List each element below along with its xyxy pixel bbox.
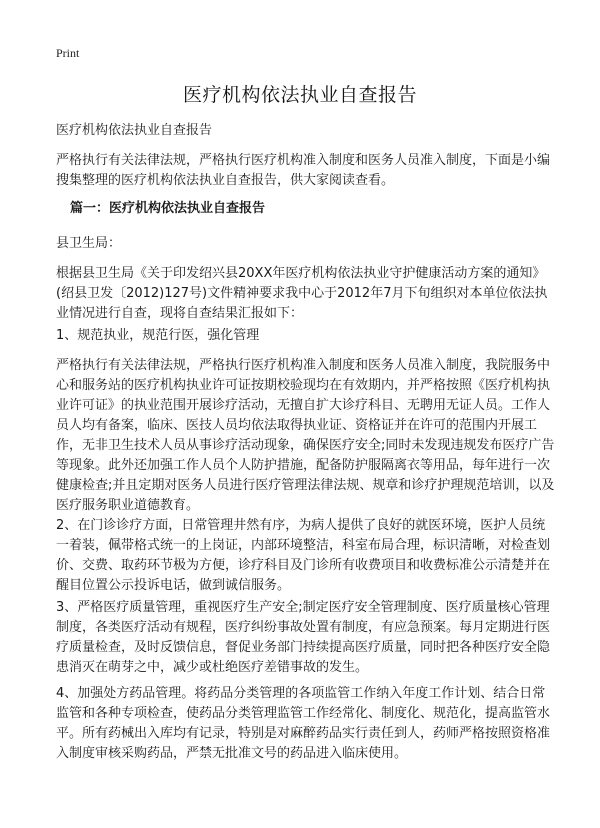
section-item-1: 1、规范执业，规范行医，强化管理 xyxy=(56,328,260,343)
intro-paragraph: 严格执行有关法律法规，严格执行医疗机构准入制度和医务人员准入制度，下面是小编搜集整理的医疗机构依法执业自查报告，供大家阅读查看。 xyxy=(56,153,551,188)
document-subtitle: 医疗机构依法执业自查报告 xyxy=(56,123,213,138)
section-heading: 篇一：医疗机构依法执业自查报告 xyxy=(70,201,266,216)
paragraph-notice: 根据县卫生局《关于印发绍兴县20XX年医疗机构依法执业守护健康活动方案的通知》(绍县卫发〔2012)127号)文件精神要求我中心于2012年7月下旬组织对本单位依法执业情况进行自查，现将自查结果汇报如下： xyxy=(56,266,548,321)
page-title: 医疗机构依法执业自查报告 xyxy=(182,84,417,106)
print-label: Print xyxy=(56,46,80,60)
paragraph-outpatient: 2、在门诊诊疗方面，日常管理井然有序，为病人提供了良好的就医环境，医护人员统一着装，佩带格式统一的上岗证，内部环境整洁，科室布局合理，标识清晰，对检查划价、交费、取药环节极为方便，诊疗科目及门诊所有收费项目和收费标准公示清楚并在醒目位置公示投诉电话，做到诚信服务。 xyxy=(56,518,551,593)
paragraph-quality: 3、严格医疗质量管理，重视医疗生产安全;制定医疗安全管理制度、医疗质量核心管理制度，各类医疗活动有规程，医疗纠纷事故处置有制度，有应急预案。每月定期进行医疗质量检查，及时反馈信息，督促业务部门持续提高医疗质量，同时把各种医疗安全隐患消灭在萌芽之中，减少或杜绝医疗差错事故的发生。 xyxy=(56,600,551,675)
paragraph-standards: 严格执行有关法律法规，严格执行医疗机构准入制度和医务人员准入制度，我院服务中心和服务站的医疗机构执业许可证按期校验现均在有效期内，并严格按照《医疗机构执业许可证》的执业范围开展诊疗活动，无擅自扩大诊疗科目、无聘用无证人员。工作人员人均有备案，临床、医技人员均依法取得执业证、资格证并在许可的范围内开展工作，无非卫生技术人员从事诊疗活动现象，确保医疗安全;同时未发现违规发布医疗广告等现象。此外还加强工作人员个人防护措施，配备防护服隔离衣等用品，每年进行一次健康检查;并且定期对医务人员进行医疗管理法律法规、规章和诊疗护理规范培训，以及医疗服务职业道德教育。 xyxy=(56,358,555,513)
paragraph-drugs: 4、加强处方药品管理。将药品分类管理的各项监管工作纳入年度工作计划、结合日常监管和各种专项检查，使药品分类管理监管工作经常化、制度化、规范化，提高监管水平。所有药械出入库均有记录，特别是对麻醉药品实行责任到人，药师严格按照资格准入制度审核采购药品，严禁无批准文号的药品进入临床使用。 xyxy=(56,686,551,761)
salutation: 县卫生局： xyxy=(56,236,122,251)
